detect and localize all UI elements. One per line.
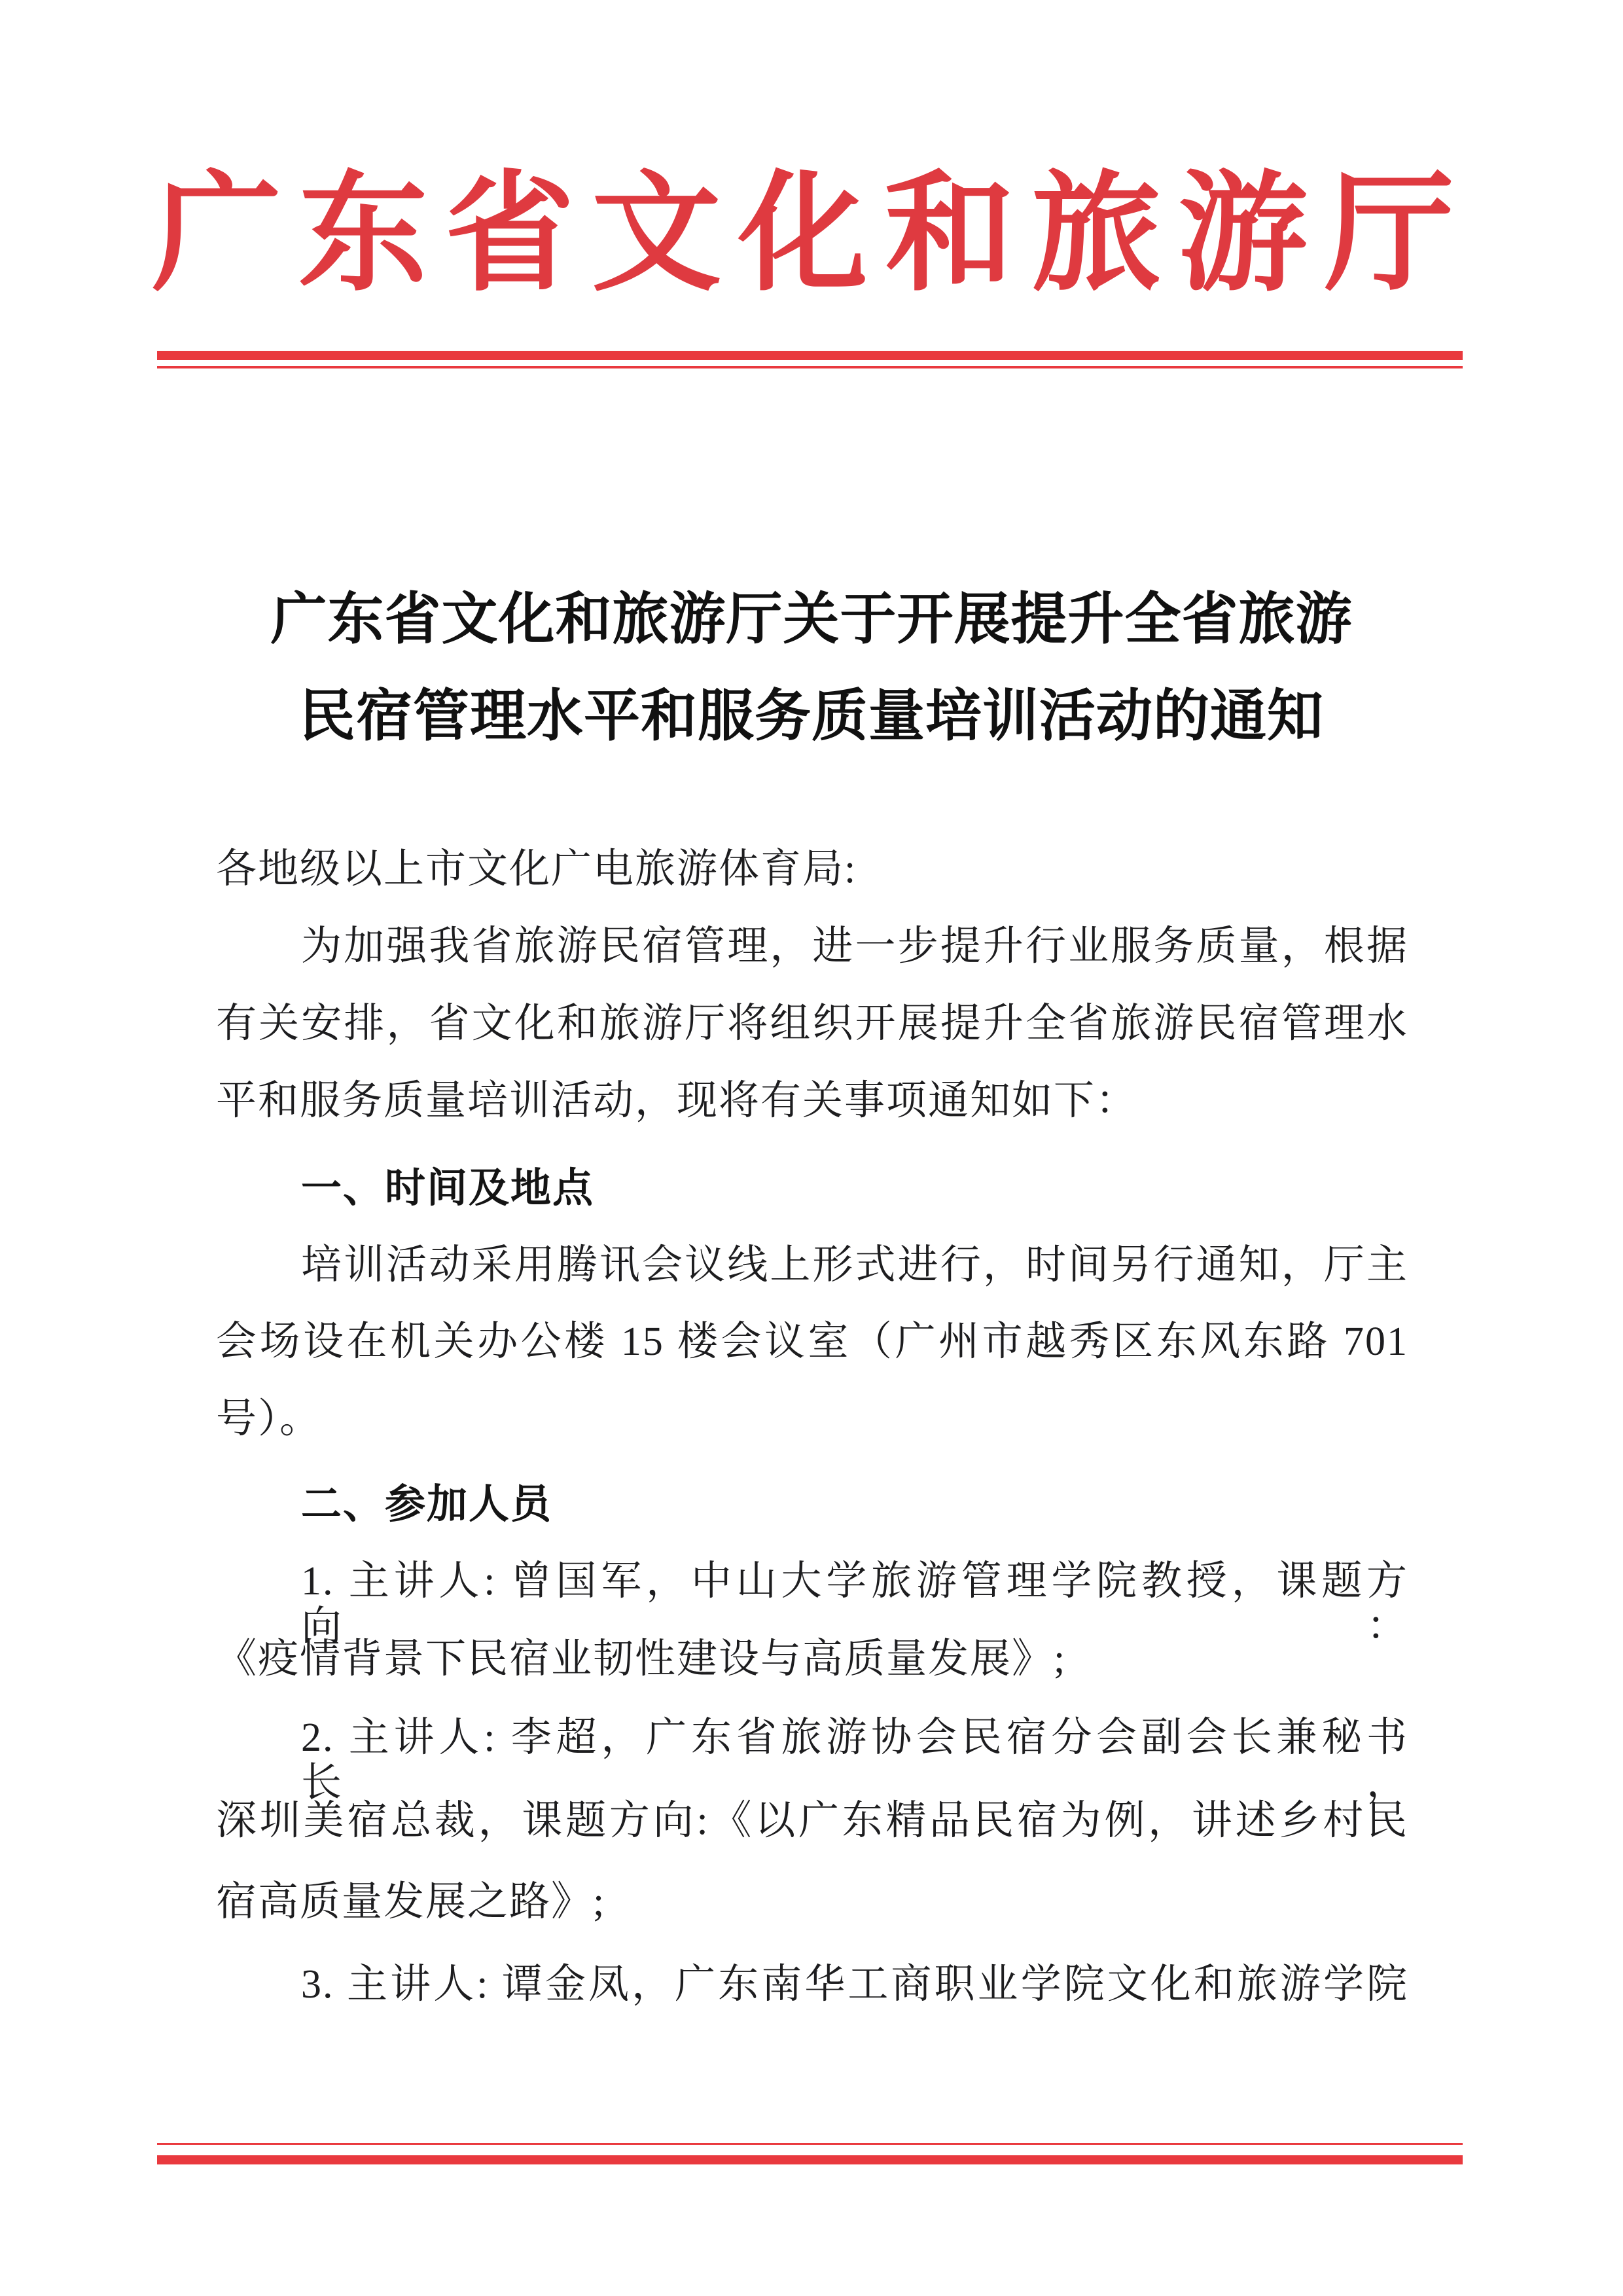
section-heading-2: 二、参加人员 xyxy=(301,1482,553,1527)
body-line: 号）。 xyxy=(216,1397,322,1441)
footer-rule-thin xyxy=(157,2143,1463,2145)
body-line: 有关安排，省文化和旅游厅将组织开展提升全省旅游民宿管理水 xyxy=(216,1001,1408,1046)
body-line: 3. 主讲人: 谭金凤，广东南华工商职业学院文化和旅游学院 xyxy=(301,1962,1408,2007)
body-line: 深圳美宿总裁，课题方向:《以广东精品民宿为例，讲述乡村民 xyxy=(216,1799,1408,1843)
footer-rule-thick xyxy=(157,2155,1463,2164)
header-rule-thick xyxy=(157,351,1463,360)
body-line: 培训活动采用腾讯会议线上形式进行，时间另行通知，厅主 xyxy=(301,1243,1408,1287)
body-line-salutation: 各地级以上市文化广电旅游体育局: xyxy=(216,847,857,891)
body-line: 宿高质量发展之路》; xyxy=(216,1880,606,1924)
document-title-line2: 民宿管理水平和服务质量培训活动的通知 xyxy=(299,685,1324,747)
body-line: 《疫情背景下民宿业韧性建设与高质量发展》; xyxy=(216,1637,1067,1681)
header-rule-thin xyxy=(157,366,1463,368)
document-title xyxy=(0,571,1623,764)
body-line: 1. 主讲人: 曾国军，中山大学旅游管理学院教授，课题方向： xyxy=(301,1559,1408,1649)
document-title-line1: 广东省文化和旅游厅关于开展提升全省旅游 xyxy=(270,588,1353,651)
body-line: 2. 主讲人: 李超，广东省旅游协会民宿分会副会长兼秘书长， xyxy=(301,1715,1408,1806)
section-heading-1: 一、时间及地点 xyxy=(301,1166,595,1211)
agency-masthead-title: 广东省文化和旅游厅 xyxy=(152,163,1471,306)
body-line: 平和服务质量培训活动，现将有关事项通知如下： xyxy=(216,1079,1138,1123)
body-line: 为加强我省旅游民宿管理，进一步提升行业服务质量，根据 xyxy=(301,924,1408,969)
body-line: 会场设在机关办公楼 15 楼会议室（广州市越秀区东风东路 701 xyxy=(216,1319,1408,1364)
